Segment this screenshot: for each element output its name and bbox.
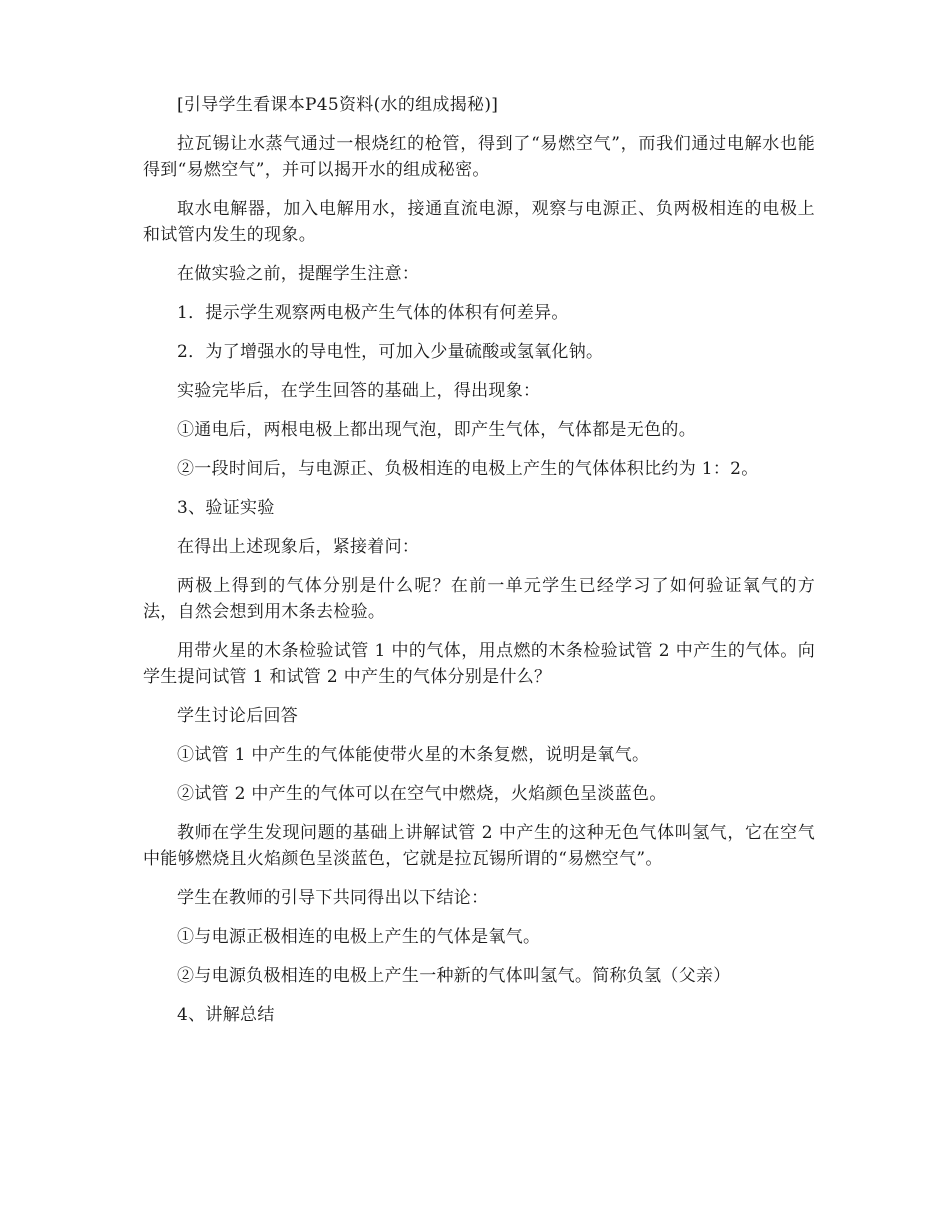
paragraph-teacher-explanation: 教师在学生发现问题的基础上讲解试管 2 中产生的这种无色气体叫氢气，它在空气中能够燃烧且火焰颜色呈淡蓝色，它就是拉瓦锡所谓的“易燃空气”。 [143, 823, 815, 869]
section-heading-verification: 3、验证实验 [177, 498, 275, 518]
paragraph-answer-tube-1: ①试管 1 中产生的气体能使带火星的木条复燃，说明是氧气。 [177, 745, 650, 765]
paragraph-splint-test: 用带火星的木条检验试管 1 中的气体，用点燃的木条检验试管 2 中产生的气体。向学生提问试管 1 和试管 2 中产生的气体分别是什么？ [143, 641, 815, 687]
paragraph-lavoisier-intro: 拉瓦锡让水蒸气通过一根烧红的枪管，得到了“易燃空气”，而我们通过电解水也能得到“易燃空气”，并可以揭开水的组成秘密。 [143, 134, 815, 180]
paragraph-conclusion-negative: ②与电源负极相连的电极上产生一种新的气体叫氢气。简称负氢（父亲） [177, 966, 731, 986]
paragraph-answer-tube-2: ②试管 2 中产生的气体可以在空气中燃烧，火焰颜色呈淡蓝色。 [177, 784, 667, 804]
paragraph-gas-identity-question: 两极上得到的气体分别是什么呢？在前一单元学生已经学习了如何验证氧气的方法，自然会想到用木条去检验。 [143, 576, 815, 622]
paragraph-electrolysis-setup: 取水电解器，加入电解用水，接通直流电源，观察与电源正、负两极相连的电极上和试管内发生的现象。 [143, 199, 815, 245]
paragraph-conclusions-intro: 学生在教师的引导下共同得出以下结论： [177, 888, 489, 908]
paragraph-conclusion-positive: ①与电源正极相连的电极上产生的气体是氧气。 [177, 927, 541, 947]
paragraph-precautions-intro: 在做实验之前，提醒学生注意： [177, 264, 420, 284]
paragraph-observation-2: ②一段时间后，与电源正、负极相连的电极上产生的气体体积比约为 1：2。 [177, 459, 759, 479]
paragraph-precaution-1: 1．提示学生观察两电极产生气体的体积有何差异。 [177, 303, 569, 323]
section-heading-summary: 4、讲解总结 [177, 1005, 275, 1025]
paragraph-follow-up-question: 在得出上述现象后，紧接着问： [177, 537, 420, 557]
paragraph-observation-1: ①通电后，两根电极上都出现气泡，即产生气体，气体都是无色的。 [177, 420, 696, 440]
paragraph-precaution-2: 2．为了增强水的导电性，可加入少量硫酸或氢氧化钠。 [177, 342, 604, 362]
paragraph-student-discussion: 学生讨论后回答 [177, 706, 299, 726]
paragraph-reference-note: [引导学生看课本P45资料(水的组成揭秘)] [177, 95, 499, 115]
paragraph-observations-intro: 实验完毕后，在学生回答的基础上，得出现象： [177, 381, 541, 401]
document-body [143, 92, 815, 1041]
